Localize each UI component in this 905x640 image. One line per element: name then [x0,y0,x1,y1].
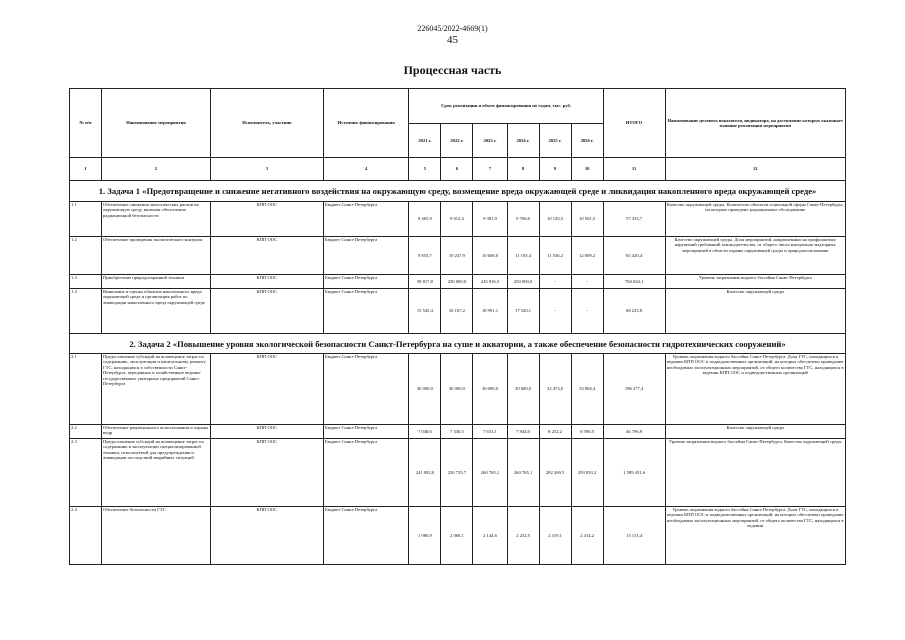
row-source: Бюджет Санкт-Петербурга [324,275,409,289]
row-value: 10 561,5 [571,202,603,237]
row-source: Бюджет Санкт-Петербурга [324,289,409,334]
column-number: 9 [539,158,571,181]
column-number: 10 [571,158,603,181]
row-source: Бюджет Санкт-Петербурга [324,507,409,565]
row-num: 1.4 [70,289,102,334]
row-executor: КПП ООС [210,202,323,237]
row-value: 245 816,3 [473,275,507,289]
page-number: 45 [447,34,458,46]
page-title: Процессная часть [403,63,502,77]
task-heading-row [70,181,846,202]
row-value: 18 991,1 [473,289,507,334]
header-year: 2021 г. [409,124,441,158]
row-source: Бюджет Санкт-Петербурга [324,237,409,275]
row-value: 2 144,6 [473,507,507,565]
table-header-row [70,89,846,124]
document-number: 226045/2022-4669(1) [417,24,488,33]
row-value: 11 536,2 [539,237,571,275]
row-value: 7 048,6 [409,425,441,439]
row-value: 33 804,4 [571,354,603,425]
row-value: 10 668,0 [473,237,507,275]
table-row [70,425,846,439]
header-name: Наименование мероприятия [102,89,211,158]
row-value: 16 167,2 [441,289,473,334]
table-row [70,275,846,289]
row-value: 260 765,1 [507,439,539,507]
row-value: 30 000,0 [441,354,473,425]
row-value: 11 105,4 [507,237,539,275]
row-value: 9 381,9 [473,202,507,237]
row-indicator: Уровень загрязнения водного бассейна Санкт-Петербурга. Доля ГТС, находящихся в ведении КПП ООС и подведомственных организаций, на которых обеспечено проведение необходимых эксплуатационных мероприятий, от общего количества ГТС, находящихся в ведении КПП ООС и подведомственных организаций [665,354,845,425]
header-total: ИТОГО [603,89,665,158]
row-total: 784 634,1 [603,275,665,289]
header-year: 2023 г. [473,124,507,158]
row-name: Обеспечение снижения экологических рисков на окружающую среду, включая обеспечение радиационной безопасности [102,202,211,237]
row-value: 2 232,5 [507,507,539,565]
row-indicator: Качество окружающей среды [665,289,845,334]
row-name: Предоставление субсидий на возмещение затрат по содержанию, эксплуатации и капитальному ремонту ГТС, находящихся в собственности Санкт-Петербурга, переданных в хозяйственное ведение государственных унитарных предприятий Санкт-Петербурга [102,354,211,425]
row-total: 46 796,9 [603,425,665,439]
row-value: - [539,275,571,289]
row-value: 2 414,2 [571,507,603,565]
row-name: Обеспечение безопасности ГТС [102,507,211,565]
table-row [70,237,846,275]
row-name: Выявление и оценка объектов накопленного вреда окружающей среде и организация работ по ликвидации накопленного вреда окружающей среде [102,289,211,334]
task-heading-row [70,334,846,354]
row-value: 1 980,9 [409,507,441,565]
row-indicator: Качество окружающей среды. Количество объектов социальной сферы Санкт-Петербурга, на которых проведено радиационное обследование [665,202,845,237]
row-value: 9 766,6 [507,202,539,237]
row-total: 186 277,4 [603,354,665,425]
row-value: 7 944,0 [507,425,539,439]
table-row [70,202,846,237]
table-row [70,354,846,425]
table-row [70,289,846,334]
column-number: 4 [324,158,409,181]
row-name: Обеспечение рационального использования и охраны недр [102,425,211,439]
row-name: Обеспечение проведения экологического контроля [102,237,211,275]
row-source: Бюджет Санкт-Петербурга [324,425,409,439]
header-year: 2025 г. [539,124,571,158]
row-value: 10 145,5 [539,202,571,237]
row-value: 250 000,0 [441,275,473,289]
table-row [70,507,846,565]
task-2-title: 2. Задача 2 «Повышение уровня экологической безопасности Санкт-Петербурга на суше и акватории, а также обеспечение безопасности гидротехнических сооружений» [70,334,846,354]
row-value: 250 735,7 [441,439,473,507]
row-value: 7 330,5 [441,425,473,439]
row-name: Предоставление субсидий на возмещение затрат по содержанию и эксплуатации специализированной техники, используемой для предупреждения и ликвидации последствий аварийных ситуаций [102,439,211,507]
column-number: 8 [507,158,539,181]
row-total: 68 223,8 [603,289,665,334]
column-number: 11 [603,158,665,181]
row-total: 57 333,7 [603,202,665,237]
column-number: 7 [473,158,507,181]
row-executor: КПП ООС [210,425,323,439]
row-executor: КПП ООС [210,237,323,275]
row-value: - [571,275,603,289]
column-number: 5 [409,158,441,181]
row-total: 13 151,4 [603,507,665,565]
row-executor: КПП ООС [210,289,323,334]
row-value: 293 833,2 [571,439,603,507]
row-num: 2.4 [70,507,102,565]
row-indicator: Уровень загрязнения водного бассейна Санкт-Петербурга. Доля ГТС, находящихся в ведении КПП ООС и подведомственных организаций, на которых обеспечено проведение необходимых эксплуатационных мероприятий, от общего количества ГТС, находящихся в ведении [665,507,845,565]
row-value: 250 000,0 [507,275,539,289]
row-num: 2.2 [70,425,102,439]
row-value: 30 000,0 [507,354,539,425]
row-source: Бюджет Санкт-Петербурга [324,439,409,507]
row-executor: КПП ООС [210,354,323,425]
row-indicator: Уровень загрязнения водного бассейна Санкт-Петербурга. Качество окружающей среды [665,439,845,507]
column-number: 6 [441,158,473,181]
row-value: - [571,289,603,334]
header-executor: Исполнитель, участник [210,89,323,158]
header-year: 2026 г. [571,124,603,158]
row-value: 7 631,1 [473,425,507,439]
row-executor: КПП ООС [210,507,323,565]
row-executor: КПП ООС [210,439,323,507]
column-number: 12 [665,158,845,181]
row-source: Бюджет Санкт-Петербурга [324,354,409,425]
row-value: 2 319,1 [539,507,571,565]
row-value: 241 092,0 [409,439,441,507]
row-value: 8 252,2 [539,425,571,439]
column-number: 1 [70,158,102,181]
row-num: 1.2 [70,237,102,275]
row-value: 10 247,9 [441,237,473,275]
row-value: 260 765,1 [473,439,507,507]
header-source: Источник финансирования [324,89,409,158]
header-year: 2022 г. [441,124,473,158]
row-indicator: Качество окружающей среды [665,425,845,439]
row-num: 2.1 [70,354,102,425]
row-total: 1 589 451,6 [603,439,665,507]
row-value: 32 473,0 [539,354,571,425]
column-number: 3 [210,158,323,181]
row-value: 8 465,9 [409,202,441,237]
header-period-group: Срок реализации и объем финансирования по годам, тыс. руб. [409,89,603,124]
table-row [70,439,846,507]
row-num: 2.3 [70,439,102,507]
task-1-title: 1. Задача 1 «Предотвращение и снижение негативного воздействия на окружающую среду, возмещение вреда окружающей среде и ликвидация накопленного вреда окружающей среде» [70,181,846,202]
column-number: 2 [102,158,211,181]
header-num: № п/п [70,89,102,158]
row-executor: КПП ООС [210,275,323,289]
row-indicator: Уровень загрязнения водного бассейна Санкт-Петербурга [665,275,845,289]
row-num: 1.1 [70,202,102,237]
row-value: 8 590,5 [571,425,603,439]
row-value: 2 060,1 [441,507,473,565]
process-table [69,88,846,565]
row-source: Бюджет Санкт-Петербурга [324,202,409,237]
row-num: 1.3 [70,275,102,289]
row-value: 12 009,2 [571,237,603,275]
row-value: 30 000,0 [473,354,507,425]
row-total: 65 420,4 [603,237,665,275]
row-value: - [539,289,571,334]
header-indicator: Наименование целевого показателя, индикатора, на достижение которых оказывает влияние реализация мероприятия [665,89,845,158]
row-value: 9 012,4 [441,202,473,237]
header-year: 2024 г. [507,124,539,158]
row-value: 282 269,5 [539,439,571,507]
row-value: 9 853,7 [409,237,441,275]
row-value: 17 520,1 [507,289,539,334]
row-value: 15 545,4 [409,289,441,334]
row-value: 38 817,8 [409,275,441,289]
row-name: Приобретение природоохранной техники [102,275,211,289]
column-number-row [70,158,846,181]
row-indicator: Качество окружающей среды. Доля мероприятий, направленных на профилактику нарушений требований законодательства, от общего числа контрольно-надзорных мероприятий в области охраны окружающей среды и природопользования [665,237,845,275]
row-value: 30 000,0 [409,354,441,425]
